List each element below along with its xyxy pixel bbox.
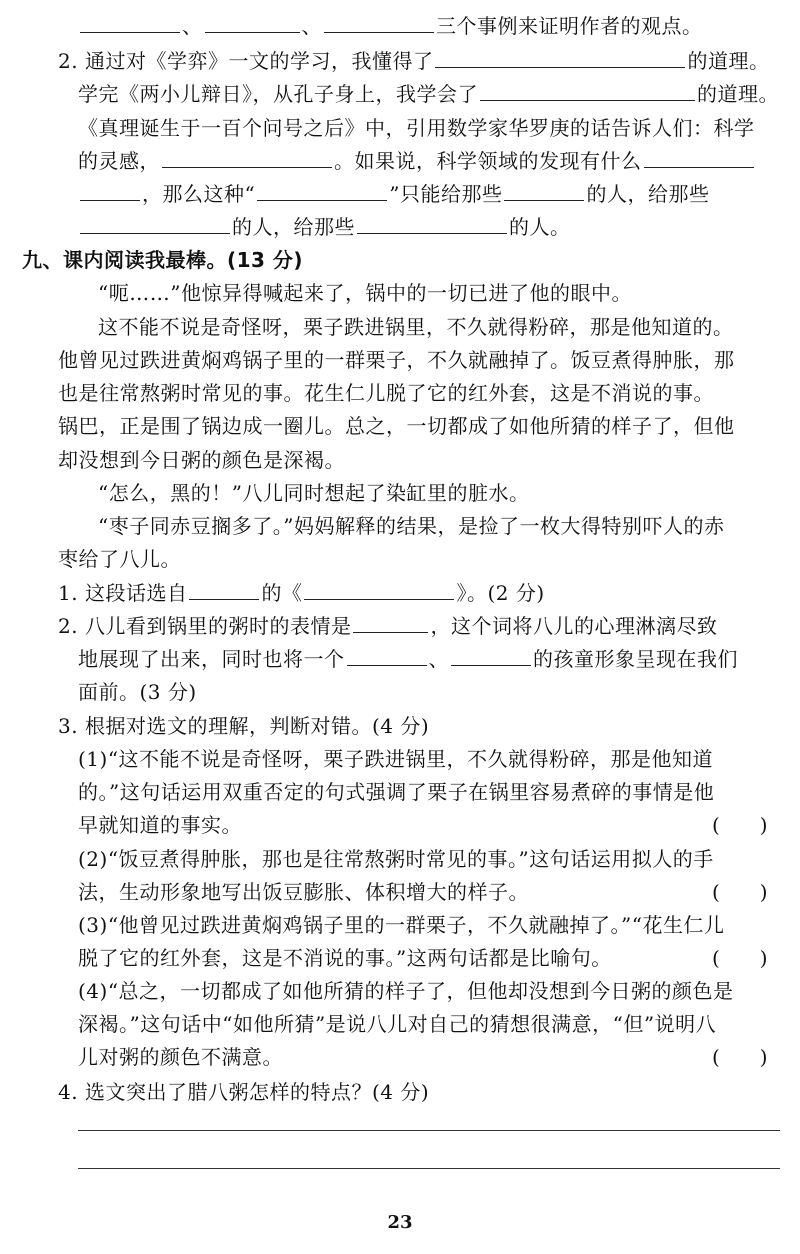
passage-paragraph-2-line1: 这不能不说是奇怪呀，栗子跌进锅里，不久就得粉碎，那是他知道的。 — [98, 315, 734, 339]
text: 的《 — [261, 581, 303, 605]
text: 的灵感， — [78, 149, 160, 173]
page-number: 23 — [387, 1212, 413, 1233]
text: 1. 这段话选自 — [58, 581, 188, 605]
text: 三个事例来证明作者的观点。 — [436, 14, 703, 38]
question-2-line2 — [78, 645, 738, 673]
judge-4-line2: 深褐。”这句话中“如他所猜”是说八儿对自己的猜想很满意，“但”说明八 — [78, 1012, 717, 1036]
passage-paragraph-2-line5: 却没想到今日粥的颜色是深褐。 — [58, 448, 345, 472]
answer-blank[interactable] — [80, 180, 140, 201]
answer-blank[interactable] — [304, 579, 454, 600]
separator: 、 — [301, 14, 322, 38]
text: 2. 通过对《学弈》一文的学习，我懂得了 — [58, 49, 434, 73]
question-2-line1 — [58, 612, 717, 640]
text: 》。(2 分) — [456, 581, 545, 605]
text: 的人。 — [509, 215, 571, 239]
passage-paragraph-2-line2: 他曾见过跌进黄焖鸡锅子里的一群栗子，不久就融掉了。饭豆煮得肿胀，那 — [58, 348, 735, 372]
q8-2-line2 — [78, 80, 779, 108]
passage-paragraph-4-line2: 枣给了八儿。 — [58, 547, 181, 571]
q8-2-line3: 《真理诞生于一百个问号之后》中，引用数学家华罗庚的话告诉人们：科学 — [78, 116, 755, 140]
text: 地展现了出来，同时也将一个 — [78, 647, 345, 671]
text: ，那么这种“ — [142, 182, 256, 206]
question-2-line3: 面前。(3 分) — [78, 680, 197, 704]
text: 的道理。 — [697, 82, 779, 106]
answer-blank[interactable] — [644, 147, 754, 168]
judge-1-line2: 的。”这句话运用双重否定的句式强调了栗子在锅里容易煮碎的事情是他 — [78, 780, 715, 804]
q8-2-line1 — [58, 47, 769, 75]
question-3: 3. 根据对选文的理解，判断对错。(4 分) — [58, 714, 430, 738]
q8-2-line6 — [78, 213, 571, 241]
answer-blank[interactable] — [324, 12, 434, 33]
answer-paren[interactable]: ( ) — [712, 1045, 768, 1069]
judge-1-line3: 早就知道的事实。 — [78, 813, 242, 837]
answer-line[interactable] — [78, 1168, 780, 1169]
judge-3-line2: 脱了它的红外套，这是不消说的事。”这两句话都是比喻句。 — [78, 946, 612, 970]
answer-blank[interactable] — [451, 645, 531, 666]
passage-paragraph-3: “怎么，黑的！”八儿同时想起了染缸里的脏水。 — [98, 481, 530, 505]
separator: 、 — [182, 14, 203, 38]
q8-2-line4 — [78, 147, 756, 175]
judge-4-line1: (4)“总之，一切都成了如他所猜的样子了，但他却没想到今日粥的颜色是 — [78, 979, 734, 1003]
answer-blank[interactable] — [80, 12, 180, 33]
text: 、 — [428, 647, 449, 671]
passage-paragraph-4-line1: “枣子同赤豆搁多了。”妈妈解释的结果，是捡了一枚大得特别吓人的赤 — [98, 514, 725, 538]
answer-blank[interactable] — [480, 80, 695, 101]
text: 的人，给那些 — [232, 215, 355, 239]
passage-paragraph-2-line4: 锅巴，正是围了锅边成一圈儿。总之，一切都成了如他所猜的样子了，但他 — [58, 414, 735, 438]
text: 的道理。 — [687, 49, 770, 73]
answer-paren[interactable]: ( ) — [712, 946, 768, 970]
answer-blank[interactable] — [162, 147, 332, 168]
answer-blank[interactable] — [504, 180, 584, 201]
answer-blank[interactable] — [435, 47, 685, 68]
q8-line-examples — [78, 12, 703, 40]
answer-paren[interactable]: ( ) — [712, 880, 768, 904]
question-4: 4. 选文突出了腊八粥怎样的特点？(4 分) — [58, 1080, 430, 1104]
text: 学完《两小儿辩日》，从孔子身上，我学会了 — [78, 82, 478, 106]
answer-blank[interactable] — [357, 213, 507, 234]
text: 的孩童形象呈现在我们 — [533, 647, 738, 671]
answer-blank[interactable] — [205, 12, 300, 33]
text: ”只能给那些 — [389, 182, 503, 206]
answer-blank[interactable] — [189, 579, 259, 600]
q8-2-line5 — [78, 180, 709, 208]
answer-line[interactable] — [78, 1130, 780, 1131]
judge-2-line2: 法，生动形象地写出饭豆膨胀、体积增大的样子。 — [78, 880, 529, 904]
judge-1-line1: (1)“这不能不说是奇怪呀，栗子跌进锅里，不久就得粉碎，那是他知道 — [78, 747, 714, 771]
text: 。如果说，科学领域的发现有什么 — [334, 149, 642, 173]
answer-paren[interactable]: ( ) — [712, 813, 768, 837]
section9-heading: 九、课内阅读我最棒。(13 分) — [22, 248, 304, 272]
passage-paragraph-2-line3: 也是往常熬粥时常见的事。花生仁儿脱了它的红外套，这是不消说的事。 — [58, 381, 714, 405]
question-1 — [58, 579, 545, 607]
text: 2. 八儿看到锅里的粥时的表情是 — [58, 614, 352, 638]
text: 的人，给那些 — [586, 182, 710, 206]
judge-4-line3: 儿对粥的颜色不满意。 — [78, 1045, 283, 1069]
text: ，这个词将八儿的心理淋漓尽致 — [430, 614, 718, 638]
answer-blank[interactable] — [353, 612, 428, 633]
judge-3-line1: (3)“他曾见过跌进黄焖鸡锅子里的一群栗子，不久就融掉了。”“花生仁儿 — [78, 913, 725, 937]
answer-blank[interactable] — [347, 645, 427, 666]
answer-blank[interactable] — [257, 180, 387, 201]
answer-blank[interactable] — [80, 213, 230, 234]
judge-2-line1: (2)“饭豆煮得肿胀，那也是往常熬粥时常见的事。”这句话运用拟人的手 — [78, 847, 714, 871]
passage-paragraph-1: “呃……”他惊异得喊起来了，锅中的一切已进了他的眼中。 — [98, 281, 632, 305]
